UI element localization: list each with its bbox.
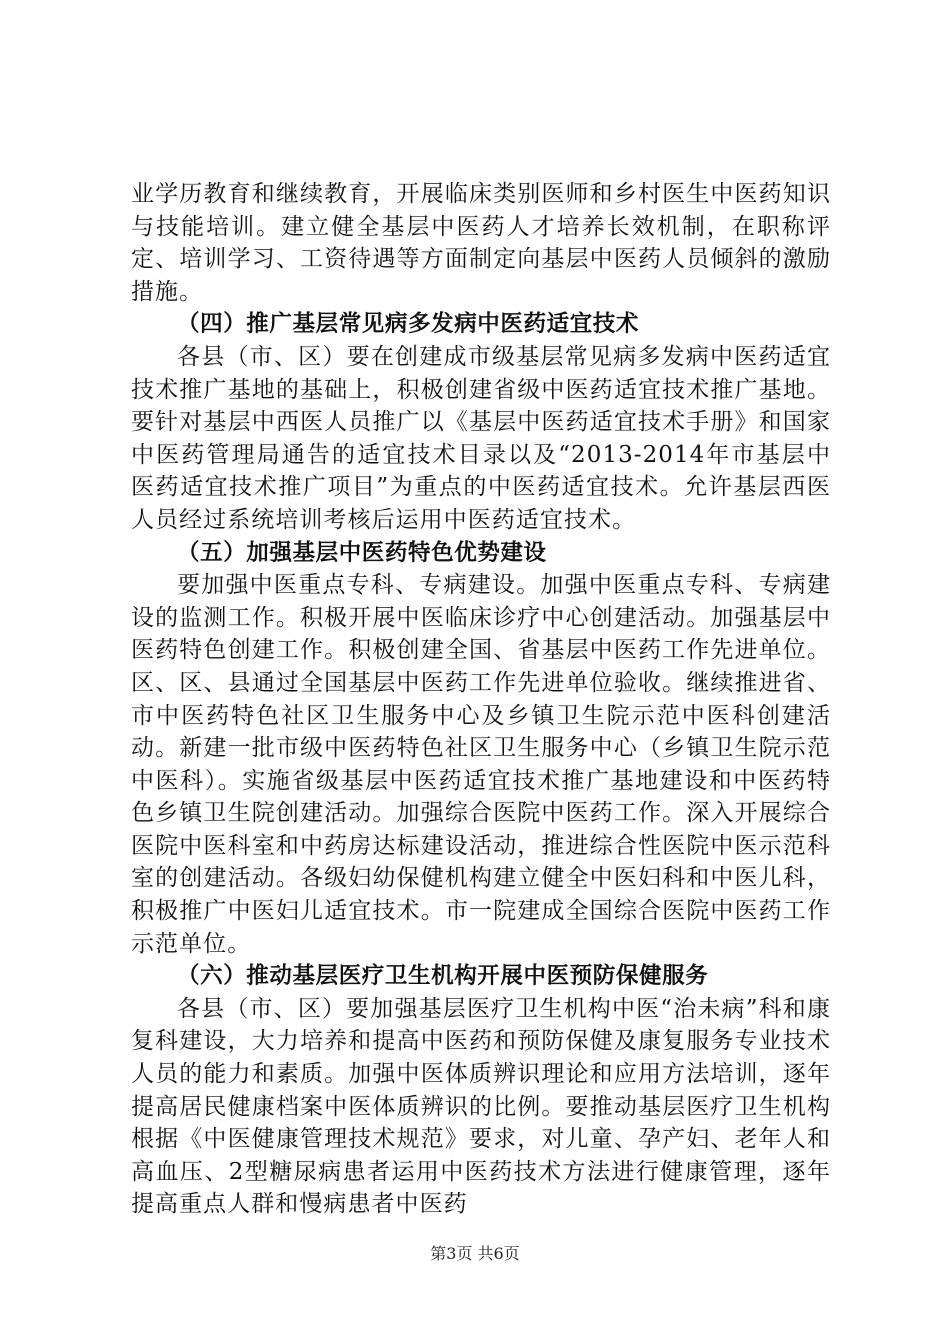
paragraph-section-5: 要加强中医重点专科、专病建设。加强中医重点专科、专病建设的监测工作。积极开展中医临床诊疗中心创建活动。加强基层中医药特色创建工作。积极创建全国、省基层中医药工作先进单位。区、区、县通过全国基层中医药工作先进单位验收。继续推进省、市中医药特色社区卫生服务中心及乡镇卫生院示范中医科创建活动。新建一批市级中医药特色社区卫生服务中心（乡镇卫生院示范中医科）。实施省级基层中医药适宜技术推广基地建设和中医药特色乡镇卫生院创建活动。加强综合医院中医药工作。深入开展综合医院中医科室和中药房达标建设活动，推进综合性医院中医示范科室的创建活动。各级妇幼保健机构建立健全中医妇科和中医儿科，积极推广中医妇儿适宜技术。市一院建成全国综合医院中医药工作示范单位。 bbox=[131, 572, 831, 957]
paragraph-section-6: 各县（市、区）要加强基层医疗卫生机构中医“治未病”科和康复科建设，大力培养和提高中医药和预防保健及康复服务专业技术人员的能力和素质。加强中医体质辨识理论和应用方法培训，逐年提高居民健康档案中医体质辨识的比例。要推动基层医疗卫生机构根据《中医健康管理技术规范》要求，对儿童、孕产妇、老年人和高血压、2型糖尿病患者运用中医药技术方法进行健康管理，逐年提高重点人群和慢病患者中医药 bbox=[131, 995, 831, 1218]
page-number-footer: 第3页 共6页 bbox=[430, 1244, 520, 1263]
section-heading-4: （四）推广基层常见病多发病中医药适宜技术 bbox=[177, 311, 640, 338]
document-body bbox=[131, 178, 831, 1221]
paragraph-section-4: 各县（市、区）要在创建成市级基层常见病多发病中医药适宜技术推广基地的基础上，积极创建省级中医药适宜技术推广基地。要针对基层中西医人员推广以《基层中医药适宜技术手册》和国家中医药管理局通告的适宜技术目录以及“2013-2014年市基层中医药适宜技术推广项目”为重点的中医药适宜技术。允许基层西医人员经过系统培训考核后运用中医药适宜技术。 bbox=[131, 343, 831, 533]
paragraph-continuation: 业学历教育和继续教育，开展临床类别医师和乡村医生中医药知识与技能培训。建立健全基层中医药人才培养长效机制，在职称评定、培训学习、工资待遇等方面制定向基层中医药人员倾斜的激励措施。 bbox=[131, 181, 831, 305]
section-heading-6: （六）推动基层医疗卫生机构开展中医预防保健服务 bbox=[177, 963, 709, 990]
section-heading-5: （五）加强基层中医药特色优势建设 bbox=[177, 539, 547, 566]
